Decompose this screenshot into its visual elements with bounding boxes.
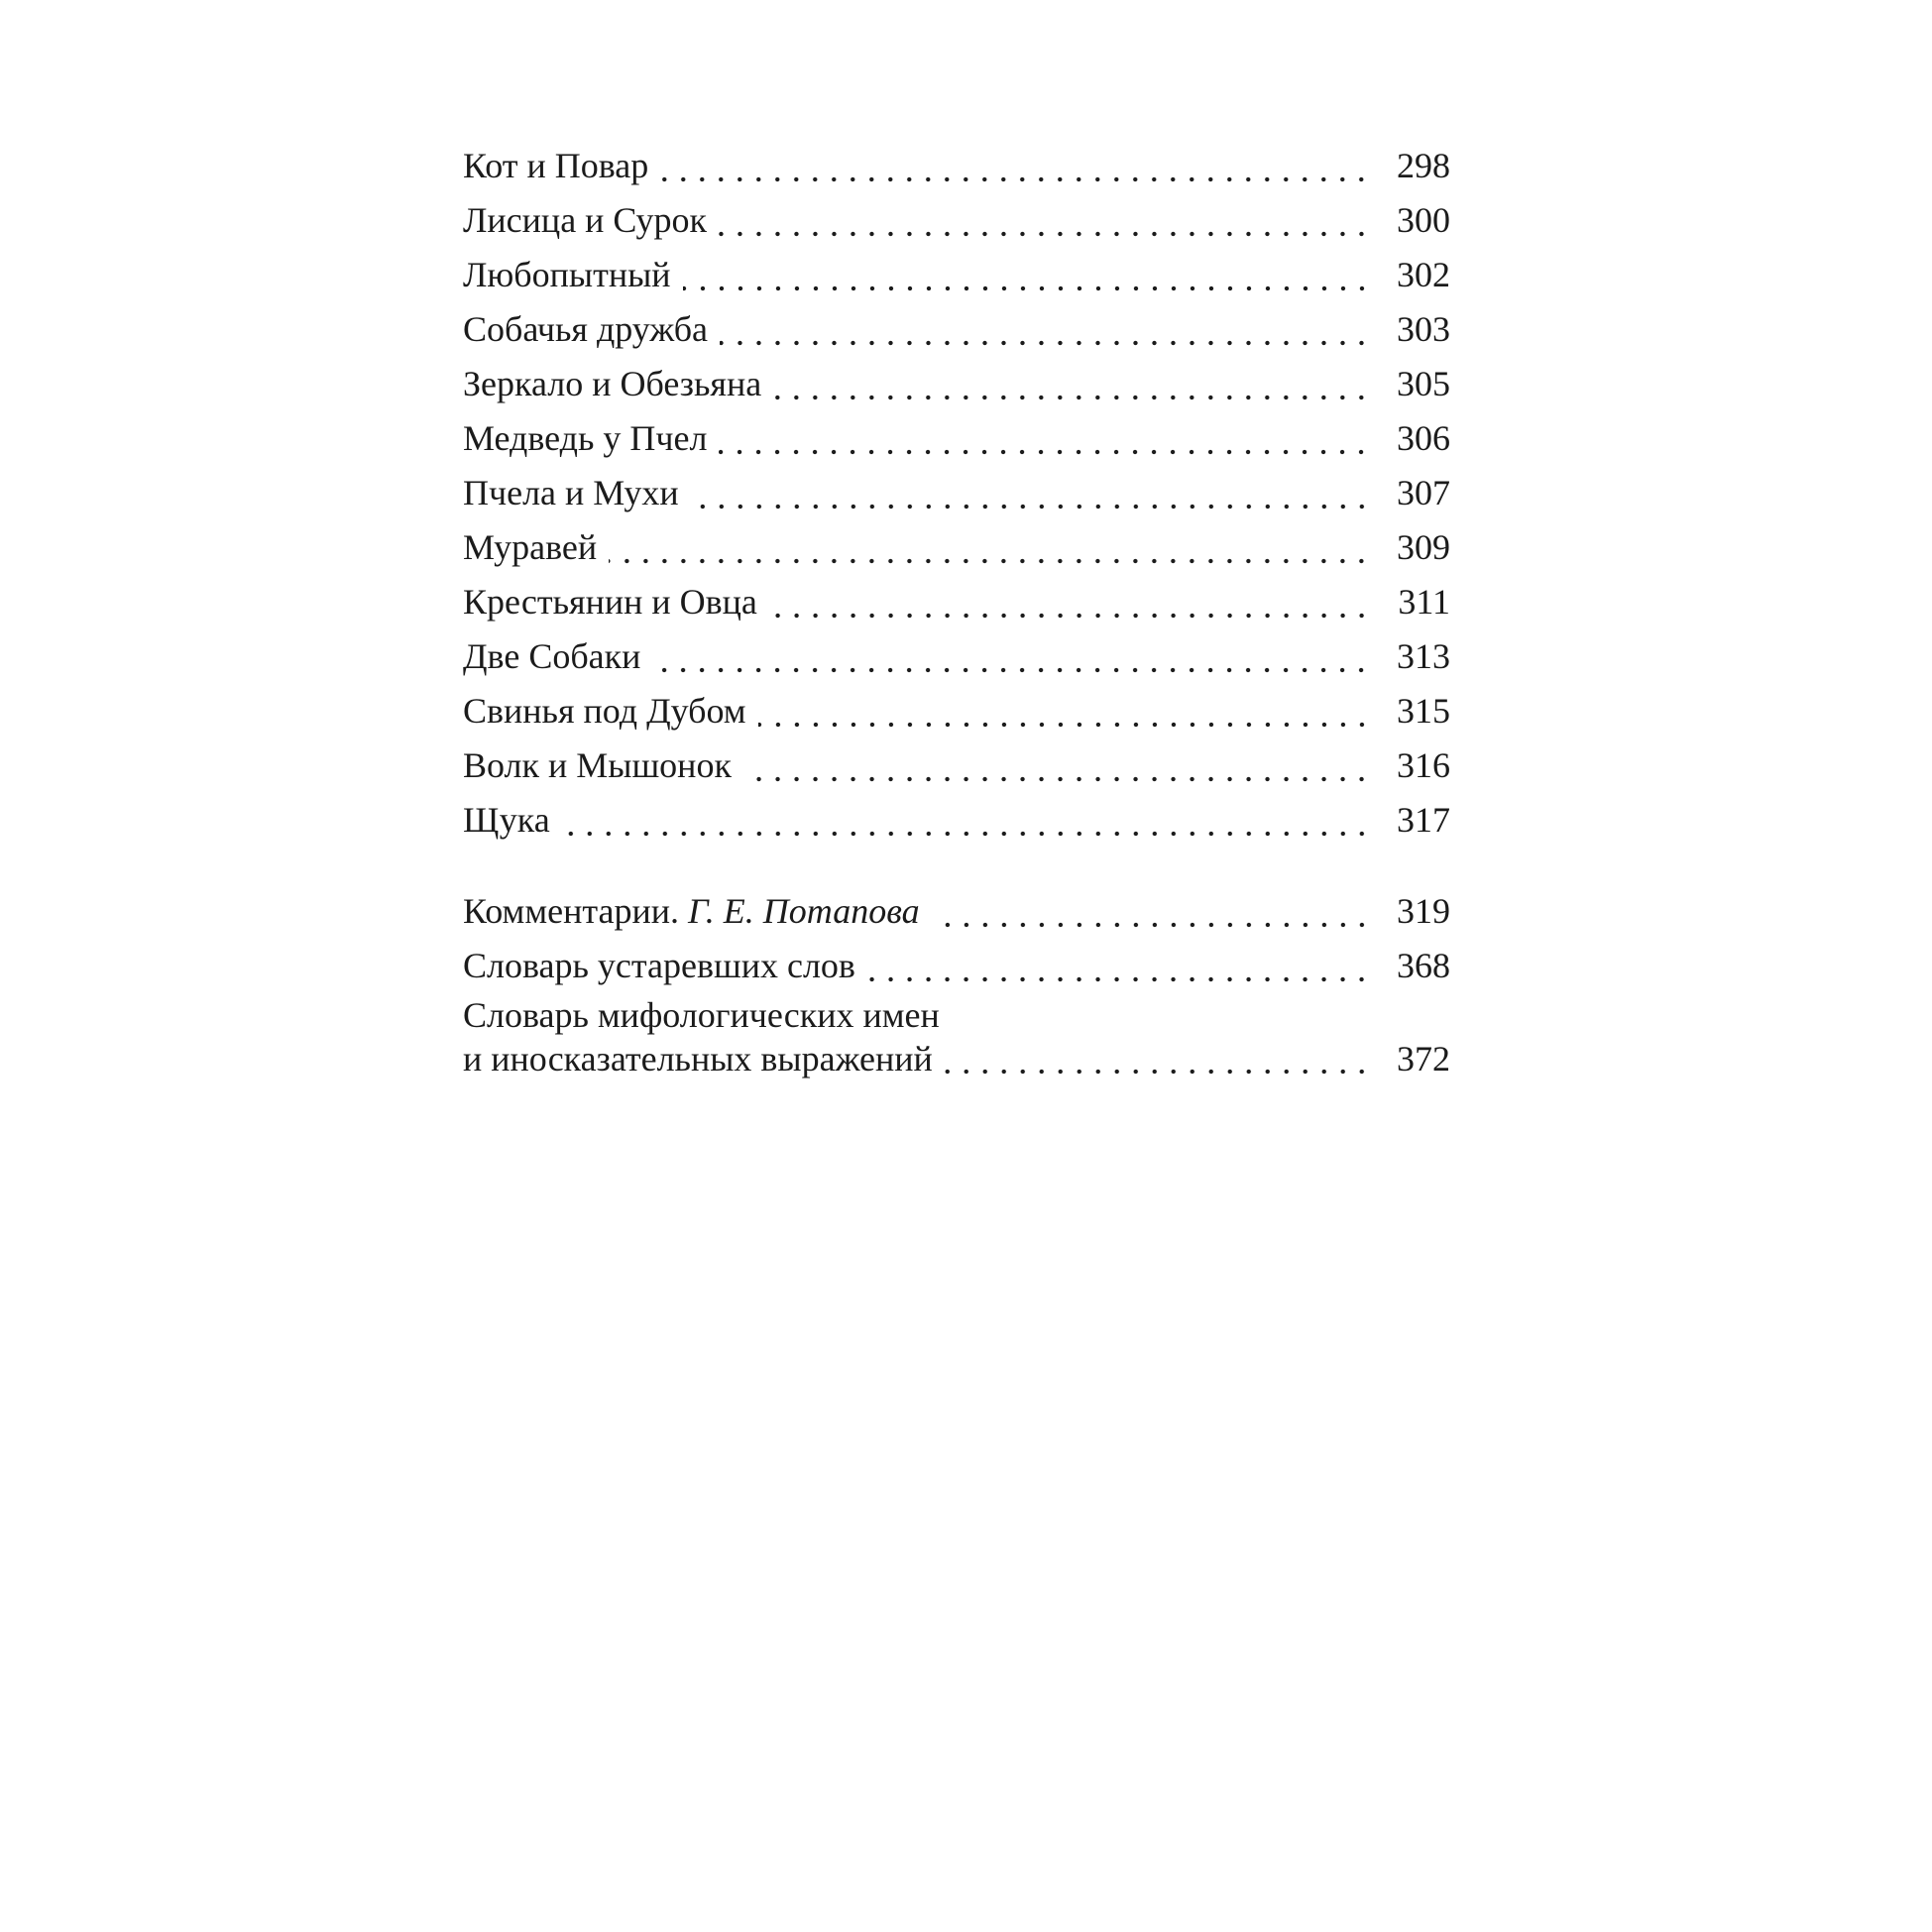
toc-entry-title: Свинья под Дубом: [463, 691, 746, 731]
dot-leader: [660, 176, 1371, 182]
toc-entry-title: Щука: [463, 800, 550, 840]
toc-entry: [463, 520, 1450, 575]
toc-entry-title: Волк и Мышонок: [463, 745, 732, 785]
toc-entry-page: 315: [1397, 691, 1450, 731]
table-of-contents: [463, 139, 1450, 1080]
toc-entry: [463, 193, 1450, 248]
toc-entry-title-line-2: и иносказательных выражений: [463, 1039, 933, 1079]
toc-entry: [463, 629, 1450, 684]
dot-leader: [719, 449, 1371, 455]
dot-leader: [652, 667, 1371, 673]
toc-entry: [463, 684, 1450, 739]
comments-label: Комментарии.: [463, 891, 680, 931]
dot-leader: [743, 776, 1371, 782]
toc-entry-title: Лисица и Сурок: [463, 200, 708, 240]
toc-entry-page: 313: [1397, 636, 1450, 676]
toc-entry-page: 307: [1397, 473, 1450, 512]
toc-entry-page: 303: [1397, 309, 1450, 349]
toc-entry: [463, 411, 1450, 466]
toc-entry-page: 300: [1397, 200, 1450, 240]
toc-entry: [463, 575, 1450, 629]
toc-entry-title: Словарь устаревших слов: [463, 946, 855, 985]
toc-entry: [463, 466, 1450, 520]
dot-leader: [867, 976, 1371, 982]
toc-entry-last-line: [463, 1037, 1450, 1080]
toc-entry-page: 305: [1397, 364, 1450, 403]
toc-entry-title: Собачья дружба: [463, 309, 709, 349]
dot-leader: [758, 722, 1371, 728]
dot-leader: [773, 395, 1371, 400]
toc-entry-page: 368: [1397, 946, 1450, 985]
dot-leader: [719, 231, 1371, 237]
comments-author: Г. Е. Потапова: [688, 891, 920, 931]
section-spacer: [463, 848, 1450, 884]
toc-entry-title: Кот и Повар: [463, 146, 649, 185]
toc-entry-page: 317: [1397, 800, 1450, 840]
toc-entry-title: [463, 890, 920, 933]
dot-leader: [945, 1069, 1371, 1075]
toc-entry: [463, 302, 1450, 357]
toc-entry-title: Пчела и Мухи: [463, 473, 679, 512]
dot-leader: [609, 558, 1371, 564]
toc-entry-page: 302: [1397, 255, 1450, 294]
toc-entry-comments: [463, 884, 1450, 939]
dot-leader: [683, 285, 1371, 291]
toc-entry-page: 309: [1397, 527, 1450, 567]
toc-entry-page: 306: [1397, 418, 1450, 458]
toc-entry-page: 311: [1398, 582, 1450, 622]
toc-entry-mythology: [463, 993, 1450, 1080]
toc-entry-title: Любопытный: [463, 255, 671, 294]
toc-entry: [463, 139, 1450, 193]
dot-leader: [562, 831, 1371, 837]
toc-entry-title: Медведь у Пчел: [463, 418, 708, 458]
toc-entry-title: Муравей: [463, 527, 598, 567]
toc-entry: [463, 793, 1450, 848]
toc-entry-page: 298: [1397, 146, 1450, 185]
toc-entry-page: 372: [1397, 1039, 1450, 1079]
toc-entry-page: 319: [1397, 891, 1450, 931]
toc-entry-title: Две Собаки: [463, 636, 641, 676]
toc-entry-title: Крестьянин и Овца: [463, 582, 757, 622]
toc-entry-title-line-1: Словарь мифологических имен: [463, 995, 940, 1035]
toc-entry: [463, 739, 1450, 793]
toc-entry-page: 316: [1397, 745, 1450, 785]
dot-leader: [932, 922, 1371, 928]
dot-leader: [769, 613, 1371, 619]
toc-entry: [463, 357, 1450, 411]
dot-leader: [720, 340, 1371, 346]
toc-entry-title: Зеркало и Обезьяна: [463, 364, 762, 403]
dot-leader: [691, 504, 1371, 510]
toc-entry: [463, 248, 1450, 302]
toc-entry-glossary: [463, 939, 1450, 993]
